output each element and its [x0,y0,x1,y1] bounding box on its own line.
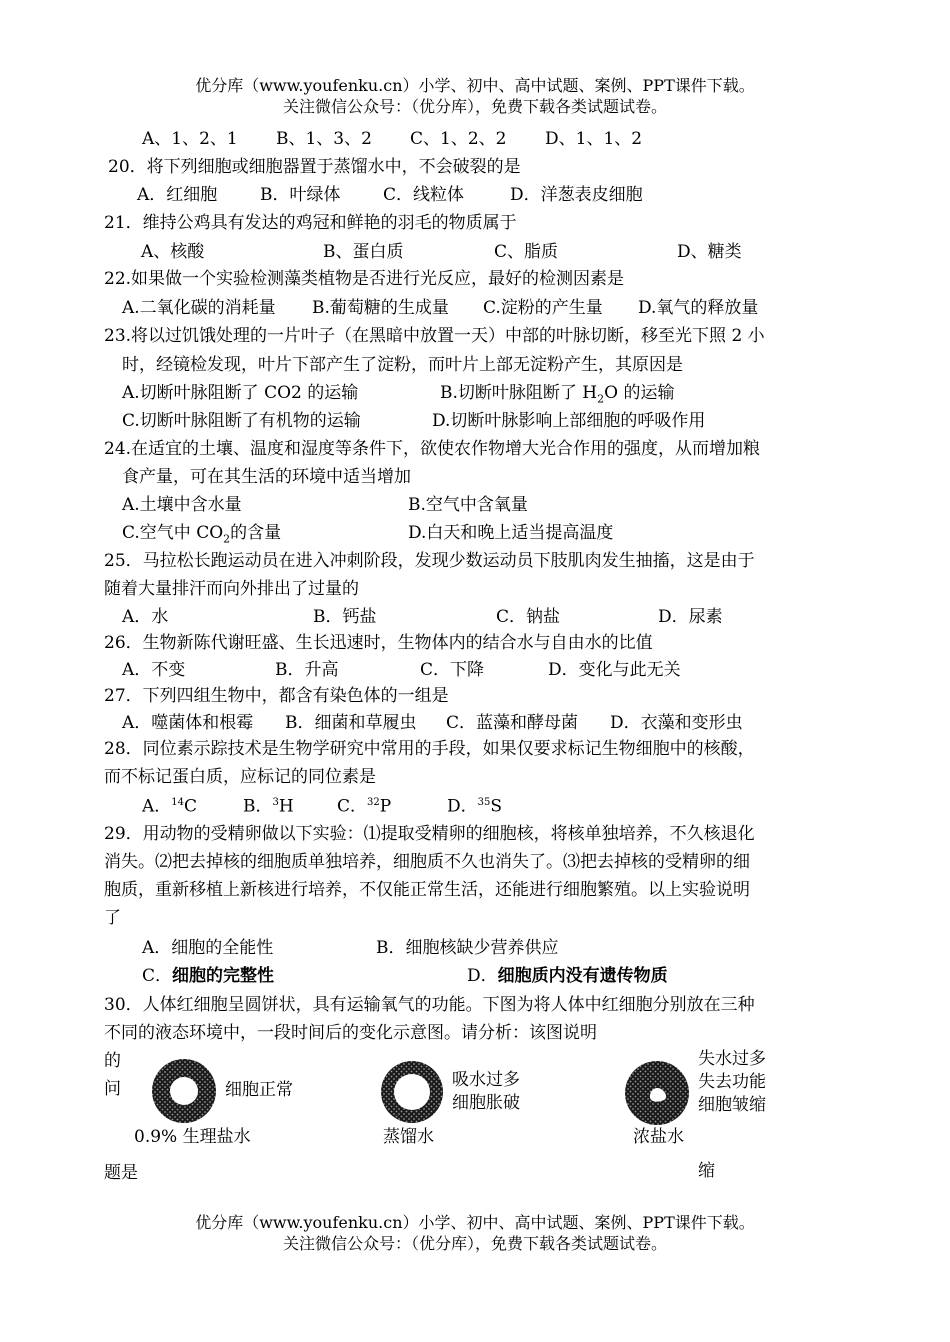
q30-stem-line-1: 30．人体红细胞呈圆饼状，具有运输氧气的功能。下图为将人体中红细胞分别放在三种 [104,995,755,1015]
q24-stem-line-2: 食产量，可在其生活的环境中适当增加 [122,467,411,487]
q21-option-c: C、脂质 [494,242,559,262]
q19-option-c: C、1、2、2 [410,129,507,149]
q29-stem-line-1: 29．用动物的受精卵做以下实验：⑴提取受精卵的细胞核，将核单独培养，不久核退化 [104,824,755,844]
q23-stem-line-1: 23.将以过饥饿处理的一片叶子（在黑暗中放置一天）中部的叶脉切断，移至光下照 2 小 [104,326,765,346]
q24-stem-line-1: 24.在适宜的土壤、温度和湿度等条件下，欲使农作物增大光合作用的强度，从而增加粮 [104,439,761,459]
q26-option-b: B．升高 [275,660,339,680]
q28-option-a [142,798,197,816]
q28-option-c [337,798,391,816]
q29-stem-line-2: 消失。⑵把去掉核的细胞质单独培养，细胞质不久也消失了。⑶把去掉核的受精卵的细 [104,852,750,872]
q26-option-a: A．不变 [122,660,186,680]
q25-option-d: D．尿素 [658,607,723,627]
q23-option-c: C.切断叶脉阻断了有机物的运输 [122,411,361,431]
q23-option-b-text-end: O 的运输 [604,383,675,403]
q21-option-d: D、糖类 [677,242,742,262]
q29-stem-line-3: 胞质，重新移植上新核进行培养，不仅能正常生活，还能进行细胞繁殖。以上实验说明 [104,880,750,900]
q26-option-d: D．变化与此无关 [548,660,681,680]
q20-option-d: D．洋葱表皮细胞 [510,185,643,205]
q20-option-c: C．线粒体 [383,185,465,205]
q28-option-c-mass-number: 32 [367,797,380,808]
q28-option-a-element: C [184,796,198,817]
q23-stem-line-2: 时，经镜检发现，叶片下部产生了淀粉，而叶片上部无淀粉产生，其原因是 [122,355,683,375]
cell-3-state-line-1: 失水过多 [698,1049,766,1069]
q29-option-d-letter: D． [467,966,498,986]
q27-option-a: A．噬菌体和根霉 [122,713,254,733]
cell-3-medium: 浓盐水 [633,1127,684,1147]
q20-stem: 20．将下列细胞或细胞器置于蒸馏水中，不会破裂的是 [108,157,521,177]
q28-option-d-element: S [490,796,503,817]
q22-stem: 22.如果做一个实验检测藻类植物是否进行光反应，最好的检测因素是 [104,269,625,289]
cell-2-medium: 蒸馏水 [383,1127,434,1147]
q30-side-text-3: 题是 [104,1163,138,1183]
q23-option-d: D.切断叶脉影响上部细胞的呼吸作用 [432,411,706,431]
q24-option-c-subscript: 2 [223,532,231,546]
cell-1-medium: 0.9% 生理盐水 [134,1127,251,1147]
q27-option-b: B．细菌和草履虫 [285,713,417,733]
shrunken-red-cell-icon [624,1060,690,1126]
q24-option-c-text: C.空气中 CO [122,523,224,543]
q22-option-b: B.葡萄糖的生成量 [312,298,449,318]
q19-option-a: A、1、2、1 [142,129,238,149]
q28-option-b-letter: B． [243,796,273,817]
q26-stem: 26．生物新陈代谢旺盛、生长迅速时，生物体内的结合水与自由水的比值 [104,633,653,653]
q25-stem-line-2: 随着大量排汗而向外排出了过量的 [104,579,359,599]
q24-option-b: B.空气中含氧量 [408,495,528,515]
q30-side-text-1: 的 [104,1051,121,1071]
cell-3-state-line-3: 细胞皱缩 [698,1095,766,1115]
q24-option-c-text-end: 的含量 [230,523,282,543]
q23-option-b [440,385,674,404]
q24-option-a: A.土壤中含水量 [122,495,242,515]
q28-option-a-mass-number: 14 [171,797,185,808]
q27-stem: 27．下列四组生物中，都含有染色体的一组是 [104,686,449,706]
normal-red-cell-icon [151,1058,217,1124]
q19-option-b: B、1、3、2 [276,129,372,149]
q28-option-d-mass-number: 35 [477,797,491,808]
q28-option-a-letter: A． [142,796,172,817]
footer-line-1: 优分库（www.youfenku.cn）小学、初中、高中试题、案例、PPT课件下载。 [195,1213,755,1232]
q29-stem-line-4: 了 [104,908,121,928]
q23-option-b-text: B.切断叶脉阻断了 H [440,383,598,403]
q30-stem-line-2: 不同的液态环境中，一段时间后的变化示意图。请分析：该图说明 [104,1023,597,1043]
q23-option-a: A.切断叶脉阻断了 CO2 的运输 [122,383,359,403]
q26-option-c: C．下降 [420,660,485,680]
q28-option-b-mass-number: 3 [272,797,279,808]
q20-option-a: A．红细胞 [137,185,218,205]
q28-option-d [447,798,502,816]
q29-option-b: B．细胞核缺少营养供应 [376,938,559,958]
q21-option-b: B、蛋白质 [323,242,404,262]
q29-option-c [142,968,274,985]
q20-option-b: B．叶绿体 [260,185,341,205]
header-line-2: 关注微信公众号：（优分库），免费下载各类试题试卷。 [282,97,667,116]
cell-1-state: 细胞正常 [225,1080,293,1100]
q29-option-d [467,968,668,985]
header-line-1: 优分库（www.youfenku.cn）小学、初中、高中试题、案例、PPT课件下载。 [195,76,755,95]
q28-stem-line-1: 28．同位素示踪技术是生物学研究中常用的手段，如果仅要求标记生物细胞中的核酸， [104,739,755,759]
q21-stem: 21．维持公鸡具有发达的鸡冠和鲜艳的羽毛的物质属于 [104,213,517,233]
q27-option-c: C．蓝藻和酵母菌 [446,713,579,733]
cell-3-extra: 缩 [698,1161,715,1181]
q25-option-c: C．钠盐 [496,607,561,627]
q27-option-d: D．衣藻和变形虫 [610,713,743,733]
q25-stem-line-1: 25．马拉松长跑运动员在进入冲刺阶段，发现少数运动员下肢肌肉发生抽搐，这是由于 [104,551,755,571]
q30-side-text-2: 问 [104,1079,121,1099]
q28-option-b-element: H [278,796,294,817]
q22-option-a: A.二氧化碳的消耗量 [122,298,276,318]
q19-option-d: D、1、1、2 [545,129,643,149]
q22-option-c: C.淀粉的产生量 [483,298,603,318]
q29-option-c-letter: C． [142,966,173,986]
swollen-red-cell-icon [380,1060,444,1124]
q25-option-b: B．钙盐 [313,607,377,627]
cell-2-state-line-2: 细胞胀破 [452,1093,520,1113]
q28-option-d-letter: D． [447,796,478,817]
q25-option-a: A．水 [122,607,169,627]
q29-option-a: A．细胞的全能性 [142,938,274,958]
q28-option-b [243,798,294,816]
q29-option-d-text: 细胞质内没有遗传物质 [497,966,668,986]
q28-option-c-letter: C． [337,796,368,817]
q23-option-b-subscript: 2 [597,392,605,406]
q24-option-c [122,525,281,544]
footer-line-2: 关注微信公众号：（优分库），免费下载各类试题试卷。 [282,1234,667,1253]
q29-option-c-text: 细胞的完整性 [172,966,275,986]
q21-option-a: A、核酸 [141,242,205,262]
q28-stem-line-2: 而不标记蛋白质，应标记的同位素是 [104,767,376,787]
q24-option-d: D.白天和晚上适当提高温度 [408,523,614,543]
cell-3-state-line-2: 失去功能 [698,1072,766,1092]
q28-option-c-element: P [379,796,392,817]
cell-2-state-line-1: 吸水过多 [452,1070,520,1090]
q22-option-d: D.氧气的释放量 [638,298,759,318]
